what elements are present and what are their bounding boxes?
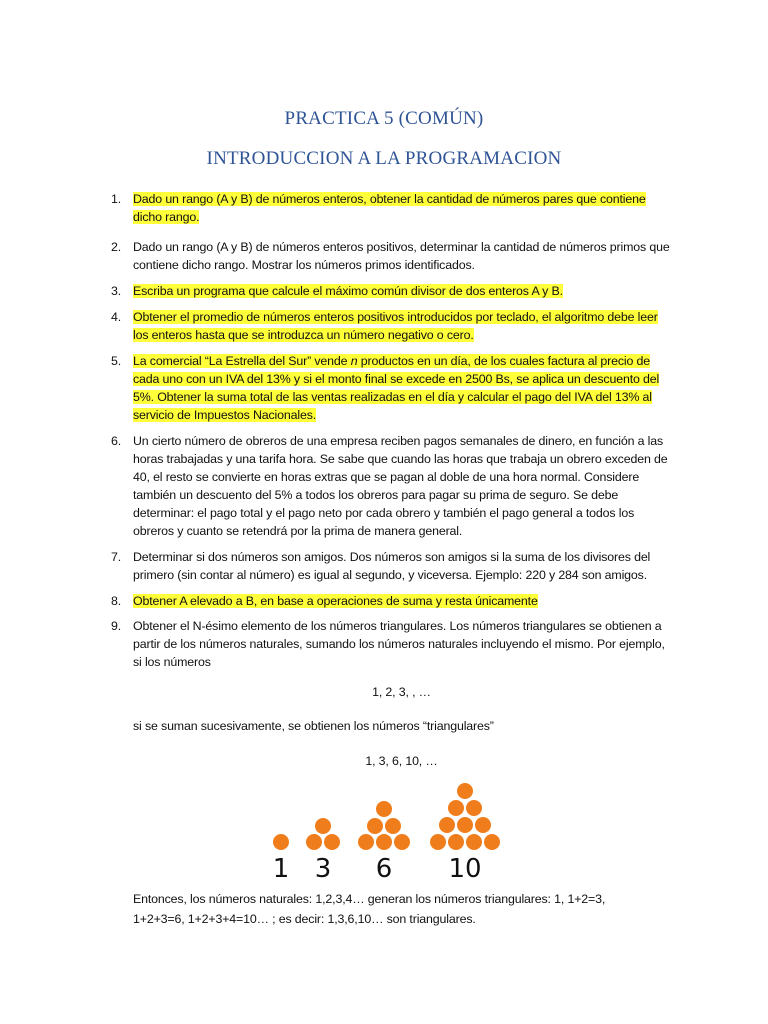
dot xyxy=(484,834,500,850)
list-item xyxy=(100,282,670,300)
list-item xyxy=(100,238,670,274)
dot xyxy=(448,834,464,850)
item-text-emphasis: n xyxy=(350,354,358,368)
list-item xyxy=(100,352,670,424)
dot xyxy=(466,834,482,850)
dot xyxy=(385,818,401,834)
dot xyxy=(466,800,482,816)
item-text: Escriba un programa que calcule el máximo común divisor de dos enteros A y B. xyxy=(133,284,563,298)
item-text: Obtener el N-ésimo elemento de los números triangulares. Los números triangulares se obtienen a partir de los números naturales, sumando los números naturales incluyendo el mismo. Por ejemplo, si los números xyxy=(133,619,665,669)
page-title: PRACTICA 5 (COMÚN) xyxy=(284,108,484,129)
dot xyxy=(315,818,331,834)
item-number: 1. xyxy=(111,192,122,206)
dot xyxy=(448,800,464,816)
sequence-natural: 1, 2, 3, , … xyxy=(372,685,431,699)
dot xyxy=(394,834,410,850)
page-subtitle: INTRODUCCION A LA PROGRAMACION xyxy=(206,148,562,169)
item-number: 6. xyxy=(111,434,122,448)
item-text: Determinar si dos números son amigos. Dos números son amigos si la suma de los divisores del primero (sin contar al número) es igual al segundo, y viceversa. Ejemplo: 220 y 284 son amigos. xyxy=(133,550,651,582)
dot xyxy=(376,834,392,850)
item-number: 5. xyxy=(111,354,122,368)
item-text: Dado un rango (A y B) de números enteros, obtener la cantidad de números pares que contiene dicho rango. xyxy=(133,192,646,224)
item-number: 3. xyxy=(111,284,122,298)
item-number: 4. xyxy=(111,310,122,324)
item-text-start: La comercial “La Estrella del Sur” vende xyxy=(133,354,351,368)
list-item xyxy=(100,617,670,770)
list-item xyxy=(100,190,670,226)
dot-group-3 xyxy=(306,818,340,850)
closing-paragraph: Entonces, los números naturales: 1,2,3,4… generan los números triangulares: 1, 1+2=3, 1+2+3=6, 1+2+3+4=10… ; es decir: 1,3,6,10… son triangulares. xyxy=(133,892,606,926)
item-number: 8. xyxy=(111,594,122,608)
list-item xyxy=(100,592,670,610)
item-number: 9. xyxy=(111,619,122,633)
triangular-numbers-figure xyxy=(258,776,508,882)
item-number: 7. xyxy=(111,550,122,564)
item-text: Dado un rango (A y B) de números enteros positivos, determinar la cantidad de números primos que contiene dicho rango. Mostrar los números primos identificados. xyxy=(133,240,670,272)
dot-group-10 xyxy=(430,783,500,850)
list-item xyxy=(100,308,670,344)
item-text-continued: si se suman sucesivamente, se obtienen los números “triangulares” xyxy=(133,719,494,733)
list-item xyxy=(100,432,670,540)
figure-label: 10 xyxy=(448,854,482,882)
sequence-triangular: 1, 3, 6, 10, … xyxy=(365,754,438,768)
figure-label: 3 xyxy=(314,854,332,882)
list-item xyxy=(100,548,670,584)
item-text: Obtener A elevado a B, en base a operaciones de suma y resta únicamente xyxy=(133,594,538,608)
dot xyxy=(358,834,374,850)
dot xyxy=(457,817,473,833)
figure-label: 1 xyxy=(272,854,290,882)
dot xyxy=(376,801,392,817)
item-text: Un cierto número de obreros de una empresa reciben pagos semanales de dinero, en función a las horas trabajadas y una tarifa hora. Se sabe que cuando las horas que trabaja un obrero exceden de 40, el resto se convierte en horas extras que se pagan al doble de una hora normal. Considere también un descuento del 5% a todos los obreros para pagar su prima de seguro. Se debe determinar: el pago total y el pago neto por cada obrero y también el pago general a todos los obreros y cuanto se retendrá por la prima de manera general. xyxy=(133,434,668,538)
figure-label: 6 xyxy=(375,854,393,882)
item-text xyxy=(133,354,659,422)
item-text: Obtener el promedio de números enteros positivos introducidos por teclado, el algoritmo debe leer los enteros hasta que se introduzca un número negativo o cero. xyxy=(133,310,658,342)
dot xyxy=(475,817,491,833)
dot xyxy=(306,834,322,850)
dot-group-1 xyxy=(273,834,289,850)
dot xyxy=(439,817,455,833)
dot-group-6 xyxy=(358,801,410,850)
dot xyxy=(430,834,446,850)
dot xyxy=(367,818,383,834)
dot xyxy=(457,783,473,799)
dot xyxy=(273,834,289,850)
item-text-end: productos en un día, de los cuales factura al precio de cada uno con un IVA del 13% y si el monto final se excede en 2500 Bs, se aplica un descuento del 5%. Obtener la suma total de las ventas realizadas en el día y calcular el pago del IVA del 13% al servicio de Impuestos Nacionales. xyxy=(133,354,660,422)
exercise-list xyxy=(100,190,670,770)
item-number: 2. xyxy=(111,240,122,254)
dot xyxy=(324,834,340,850)
